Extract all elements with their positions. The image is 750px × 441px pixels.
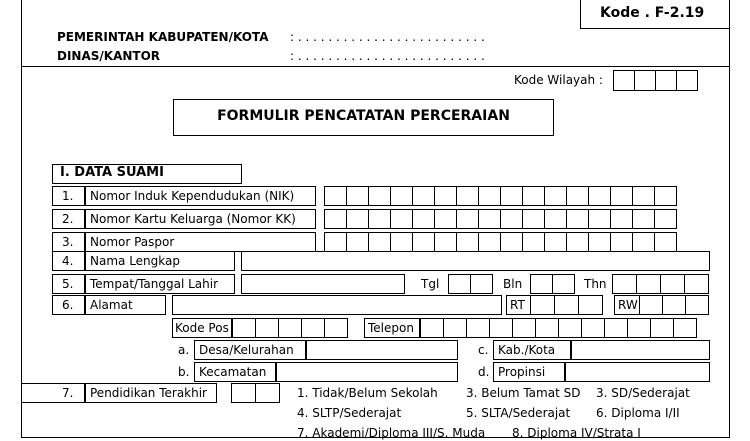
rt-cells[interactable]	[530, 295, 603, 315]
kab-label: Kab./Kota	[498, 343, 556, 357]
row-3-num: 3.	[62, 235, 74, 249]
row-5-num: 5.	[62, 277, 74, 291]
edu-option-3: 3. SD/Sederajat	[596, 386, 690, 400]
edu-option-4: 4. SLTP/Sederajat	[297, 406, 402, 420]
nik-cells[interactable]	[324, 186, 677, 206]
kode-pos-cells[interactable]	[232, 318, 348, 338]
form-code: Kode . F-2.19	[600, 5, 705, 21]
rw-label: RW	[618, 298, 638, 312]
row-7-num: 7.	[62, 386, 74, 400]
desa-field[interactable]	[306, 340, 458, 360]
edu-option-5: 5. SLTA/Sederajat	[466, 406, 571, 420]
dinas-field[interactable]: : . . . . . . . . . . . . . . . . . . . . . . . . .	[290, 49, 485, 63]
alamat-field[interactable]	[172, 295, 502, 315]
kab-field[interactable]	[571, 340, 710, 360]
row-1-num: 1.	[62, 189, 74, 203]
b-marker: b.	[178, 365, 190, 379]
form-title: FORMULIR PENCATATAN PERCERAIAN	[217, 108, 510, 124]
row-1-divider	[84, 186, 86, 206]
header-divider	[21, 66, 730, 67]
nama-label: Nama Lengkap	[90, 254, 180, 268]
tempat-lahir-field[interactable]	[241, 274, 405, 294]
kk-label: Nomor Kartu Keluarga (Nomor KK)	[90, 212, 296, 226]
kecamatan-field[interactable]	[276, 362, 458, 382]
kk-cells[interactable]	[324, 209, 677, 229]
row-2-divider	[84, 209, 86, 229]
d-marker: d.	[478, 365, 490, 379]
section-title: I. DATA SUAMI	[60, 165, 164, 180]
tgl-cells[interactable]	[448, 274, 493, 294]
thn-cells[interactable]	[612, 274, 709, 294]
thn-label: Thn	[584, 277, 607, 291]
edu-option-7: 7. Akademi/Diploma III/S. Muda	[297, 426, 486, 440]
ttl-label: Tempat/Tanggal Lahir	[90, 277, 219, 291]
pemerintah-label: PEMERINTAH KABUPATEN/KOTA	[57, 30, 269, 44]
kode-wilayah-cells[interactable]	[613, 70, 698, 91]
propinsi-field[interactable]	[565, 362, 710, 382]
row-2-num: 2.	[62, 212, 74, 226]
paspor-label: Nomor Paspor	[90, 235, 175, 249]
kecamatan-label: Kecamatan	[199, 365, 267, 379]
row-4-divider	[84, 251, 86, 271]
bln-label: Bln	[503, 277, 523, 291]
pemerintah-field[interactable]: : . . . . . . . . . . . . . . . . . . . . . . . . .	[290, 30, 485, 44]
alamat-label: Alamat	[90, 298, 133, 312]
row-5-divider	[84, 274, 86, 294]
edu-option-2: 3. Belum Tamat SD	[466, 386, 581, 400]
kode-pos-label: Kode Pos	[175, 321, 229, 335]
a-marker: a.	[178, 343, 190, 357]
tgl-label: Tgl	[421, 277, 440, 291]
nik-label: Nomor Induk Kependudukan (NIK)	[90, 189, 295, 203]
row-7-divider	[84, 383, 86, 403]
rt-label: RT	[510, 298, 525, 312]
bln-cells[interactable]	[530, 274, 575, 294]
kode-wilayah-label: Kode Wilayah :	[514, 73, 603, 87]
dinas-label: DINAS/KANTOR	[57, 49, 161, 63]
row-4-num: 4.	[62, 254, 74, 268]
c-marker: c.	[478, 343, 489, 357]
telepon-cells[interactable]	[420, 318, 697, 338]
paspor-cells[interactable]	[324, 232, 677, 252]
edu-option-6: 6. Diploma I/II	[596, 406, 680, 420]
row-6-divider	[84, 295, 86, 315]
nama-field[interactable]	[241, 251, 710, 271]
pendidikan-label: Pendidikan Terakhir	[90, 386, 207, 400]
edu-option-1: 1. Tidak/Belum Sekolah	[297, 386, 438, 400]
edu-option-8: 8. Diploma IV/Strata I	[512, 426, 641, 440]
rw-cells[interactable]	[639, 295, 709, 315]
desa-label: Desa/Kelurahan	[199, 343, 294, 357]
propinsi-label: Propinsi	[498, 365, 546, 379]
telepon-label: Telepon	[368, 321, 414, 335]
row-3-divider	[84, 232, 86, 252]
pendidikan-cells[interactable]	[231, 383, 280, 403]
row-6-num: 6.	[62, 298, 74, 312]
